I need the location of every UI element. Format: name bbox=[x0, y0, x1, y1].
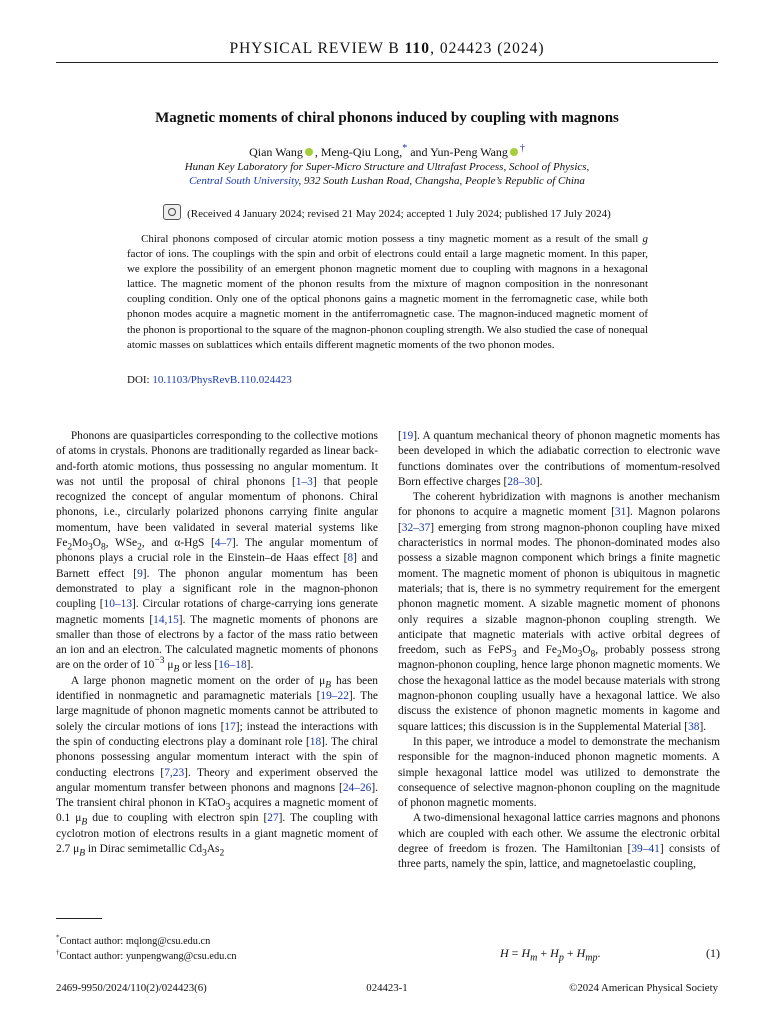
abstract bbox=[127, 232, 648, 353]
text: ] emerging from strong magnon-phonon coupling have mixed characteristics in normal modes. The phonon-dominated modes also possess a sizable magnon component which brings a finite magnetic moment. The magnetic moment of phonon is ubiquitous in magnetic materials; that is, there is no symmetry requirement for the emergent phonon magnetic moment. A sizable magnetic moment of phonons only requires a sizable magnon-phonon coupling strength. We anticipate that magnetic materials with active orbital degrees of freedom, such as FePS bbox=[398, 521, 720, 657]
abstract-text: factor of ions. The couplings with the spin and orbit of electrons could entail a large magnetic moment. In this paper, we explore the possibility of an emergent phonon magnetic moment due to coupling with magnons in a hexagonal lattice. The magnetic moment of the phonon results from the mixture of magnon composition in the nonresonant coupling condition. Only one of the optical phonons gains a magnetic moment in the ferromagnetic case, while both phonon modes acquire a magnetic moment in the antiferromagnetic case. The magnon-induced magnetic moment of the phonon is proportional to the square of the magnon-phonon coupling strength. We also studied the case of nonequal atomic masses on sublattices which entails different magnetic moments of the two phonon modes. bbox=[127, 248, 648, 351]
right-column bbox=[398, 429, 720, 873]
subscript: 3 bbox=[577, 649, 583, 660]
copyright: ©2024 American Physical Society bbox=[569, 982, 718, 994]
symbol: = bbox=[508, 946, 522, 960]
citation-link[interactable]: 9 bbox=[137, 567, 143, 580]
citation-link[interactable]: 14,15 bbox=[153, 613, 179, 626]
subscript: mp bbox=[585, 952, 598, 964]
author-list bbox=[56, 145, 718, 160]
orcid-icon[interactable] bbox=[510, 148, 518, 156]
subscript: m bbox=[530, 952, 538, 964]
text: A two-dimensional hexagonal lattice carries magnons and phonons which are coupled with each other. We assume the electronic orbital degree of freedom is frozen. The Hamiltonian [ bbox=[398, 812, 720, 856]
footnote-rule bbox=[56, 918, 102, 919]
citation-link[interactable]: 38 bbox=[688, 720, 700, 733]
subscript: 2 bbox=[137, 542, 142, 553]
publication-dates bbox=[56, 204, 718, 220]
subscript: 3 bbox=[87, 542, 93, 553]
abstract-text: Chiral phonons composed of circular atomic motion possess a tiny magnetic moment as a result of the small bbox=[141, 233, 639, 245]
citation-link[interactable]: 27 bbox=[267, 812, 279, 825]
journal-header bbox=[56, 40, 718, 63]
footer-issn: 2469-9950/2024/110(2)/024423(6) bbox=[56, 982, 207, 994]
symbol: + bbox=[537, 946, 551, 960]
symbol: H bbox=[576, 946, 586, 960]
text: , probably possess strong magnon-phonon coupling, hence large phonon magnetic moments. We chose the hexagonal lattice as the model because materials with strong magnon-phonon coupling usually have a hexagonal lattice. We also discuss the existence of phonon magnetic moments in kagome and square lattices; this discussion is in the Supplemental Material [ bbox=[398, 644, 720, 733]
paragraph bbox=[56, 674, 378, 858]
subscript: 8 bbox=[590, 649, 596, 660]
text: Phonons are quasiparticles corresponding to the collective motions of atoms in crystals. Phonons are traditionally regarded as linear back-and-forth atomic motions, thus possessing no angular momentum. It was not until the proposal of chiral phonons [ bbox=[56, 430, 378, 488]
author-meng-qiu-long[interactable]: Meng-Qiu Long, bbox=[320, 145, 403, 159]
subscript: 2 bbox=[556, 649, 562, 660]
citation-link[interactable]: 7,23 bbox=[164, 766, 185, 779]
text: or less [ bbox=[179, 659, 219, 672]
paragraph bbox=[398, 429, 720, 490]
text: ]. The transient chiral phonon in KTaO bbox=[56, 781, 378, 810]
article-number: , 024423 (2024) bbox=[430, 40, 545, 57]
subscript: B bbox=[81, 817, 88, 828]
footnote-1 bbox=[56, 934, 237, 949]
text: ]. Theory and experiment observed the angular momentum transfer between phonons and magnons [ bbox=[56, 766, 378, 794]
dates-text: (Received 4 January 2024; revised 21 May 2024; accepted 1 July 2024; published 17 July 2024) bbox=[187, 208, 611, 220]
affiliation-line-1: Hunan Key Laboratory for Super-Micro Structure and Ultrafast Process, School of Physics, bbox=[184, 161, 590, 173]
citation-link[interactable]: 31 bbox=[614, 506, 627, 519]
subscript: 3 bbox=[511, 649, 517, 660]
paragraph: The coherent hybridization with magnons is another mechanism for phonons to acquire a magnetic moment [31]. Magnon polarons [32–37] emerging from strong magnon-phonon coupling have mixed characteristics in normal modes. The phonon-dominated modes also possess a sizable magnon component which brings a finite magnetic moment. The magnetic moment of phonon is ubiquitous in magnetic materials; that is, there is no symmetry requirement for the emergent phonon magnetic moment. A sizable magnetic moment of phonons only requires a sizable magnon-phonon coupling strength. We anticipate that magnetic materials with active orbital degrees of freedom, such as FePS$_3$ and $Fe_2Mo_3O_8$, probably possess strong magnon-phonon coupling, hence large phonon magnetic moments. We chose the hexagonal lattice as the model because materials with strong magnon-phonon coupling usually have a hexagonal lattice. We also discuss the existence of phonon magnetic moments in kagome and square lattices; this discussion is in the Supplemental Material [38]. bbox=[398, 491, 721, 733]
corresponding-author-mark[interactable]: * bbox=[402, 143, 408, 154]
page-number: 024423-1 bbox=[366, 982, 408, 994]
equation-number: (1) bbox=[706, 946, 720, 960]
text: due to coupling with electron spin [ bbox=[87, 812, 268, 825]
citation-link[interactable]: 28–30 bbox=[507, 475, 536, 488]
affiliation-address: , 932 South Lushan Road, Changsha, People’s Republic of China bbox=[298, 175, 585, 187]
text: ]. The angular momentum of phonons plays a crucial role in the Einstein–de Haas effect [ bbox=[56, 537, 378, 565]
citation-link[interactable]: 4–7 bbox=[214, 537, 232, 550]
journal-volume: 110 bbox=[404, 40, 431, 57]
citation-link[interactable]: 39–41 bbox=[631, 843, 660, 856]
text: ]. The phonon angular momentum has been demonstrated to play a significant role in the magnon-phonon coupling [ bbox=[56, 567, 378, 611]
citation-link[interactable]: 1–3 bbox=[295, 475, 313, 488]
text: [ bbox=[398, 430, 402, 442]
orcid-icon[interactable] bbox=[305, 148, 313, 156]
journal-name: PHYSICAL REVIEW B bbox=[229, 40, 400, 57]
citation-link[interactable]: 17 bbox=[224, 720, 236, 733]
citation-link[interactable]: 18 bbox=[309, 735, 322, 748]
text: ]. bbox=[246, 659, 254, 672]
author-separator: and bbox=[407, 145, 431, 159]
footnote-2 bbox=[56, 949, 237, 964]
subscript: p bbox=[558, 952, 564, 964]
subscript: B bbox=[173, 664, 180, 675]
doi-label: DOI: bbox=[127, 374, 153, 386]
text: in Dirac semimetallic Cd bbox=[85, 843, 203, 856]
text: , WSe bbox=[105, 537, 138, 550]
footnote-mark: * bbox=[56, 933, 60, 942]
subscript: 3 bbox=[202, 848, 207, 859]
footnotes bbox=[56, 934, 237, 964]
subscript: 2 bbox=[67, 542, 73, 553]
citation-link[interactable]: 16–18 bbox=[218, 659, 247, 672]
corresponding-author-mark[interactable]: † bbox=[519, 143, 525, 154]
footnote-text[interactable]: Contact author: mqlong@csu.edu.cn bbox=[59, 936, 211, 947]
citation-link[interactable]: 32–37 bbox=[401, 521, 431, 534]
check-for-updates-icon[interactable] bbox=[163, 204, 181, 220]
superscript: −3 bbox=[154, 656, 165, 667]
text: has been identified in nonmagnetic and paramagnetic materials [ bbox=[56, 674, 378, 703]
footnote-text[interactable]: Contact author: yunpengwang@csu.edu.cn bbox=[59, 951, 237, 962]
subscript: B bbox=[79, 848, 86, 859]
text: ] that people recognized the concept of angular momentum of phonons. Chiral phonons, i.e., circularly polarized phonons carrying finite angular momentum, have been validated in several material systems like Fe bbox=[56, 475, 378, 550]
symbol: H bbox=[550, 946, 559, 960]
text: ]. Magnon polarons [ bbox=[398, 506, 721, 534]
text: μ bbox=[164, 659, 174, 672]
paper-title: Magnetic moments of chiral phonons induced by coupling with magnons bbox=[155, 110, 619, 126]
doi-link[interactable]: 10.1103/PhysRevB.110.024423 bbox=[152, 374, 292, 386]
text: ]. A quantum mechanical theory of phonon magnetic moments has been developed in which the adiabatic correction to electronic wave functions dominates over the contributions of momentum-resolved Born effective charges [ bbox=[398, 430, 720, 488]
subscript: 3 bbox=[225, 802, 231, 813]
text: ]. Circular rotations of charge-carrying ions generate magnetic moments [ bbox=[56, 598, 378, 626]
text: and Fe bbox=[516, 644, 557, 657]
text: ]. The magnetic moments of phonons are smaller than those of electrons by a factor of the mass ratio between an ion and an electron. The calculated magnetic moments of phonons are on the order of 10 bbox=[56, 613, 378, 672]
paragraph bbox=[398, 811, 720, 872]
text: ] consists of three parts, namely the spin, lattice, and magnetoelastic coupling, bbox=[398, 843, 720, 871]
symbol: H bbox=[521, 946, 531, 960]
text: ]; instead the interactions with the spin of conducting electrons play a dominant role [ bbox=[56, 720, 379, 748]
footnote-mark: † bbox=[56, 948, 60, 957]
subscript: B bbox=[325, 680, 332, 691]
text: acquires a magnetic moment of 0.1 μ bbox=[56, 797, 378, 825]
text: ]. bbox=[699, 720, 707, 733]
university-link[interactable]: Central South University bbox=[189, 175, 299, 187]
text: , and α-HgS [ bbox=[141, 537, 215, 550]
subscript: 8 bbox=[100, 542, 106, 553]
author-qian-wang[interactable]: Qian Wang bbox=[249, 145, 303, 159]
text: The coherent hybridization with magnons is another mechanism for phonons to acquire a magnetic moment [ bbox=[398, 491, 720, 519]
citation-link[interactable]: 19–22 bbox=[320, 690, 349, 703]
equation-body bbox=[500, 946, 601, 964]
author-separator: , bbox=[314, 145, 321, 159]
text: A large phonon magnetic moment on the order of μ bbox=[70, 674, 326, 687]
doi bbox=[127, 374, 292, 386]
subscript: 2 bbox=[219, 848, 225, 859]
symbol: . bbox=[597, 946, 601, 960]
text: ]. The coupling with cyclotron motion of electrons results in a giant magnetic moment of 2.7 μ bbox=[56, 812, 378, 856]
symbol: H bbox=[500, 946, 509, 960]
affiliation bbox=[56, 160, 718, 188]
left-column bbox=[56, 429, 378, 857]
g-factor-symbol: g bbox=[642, 233, 648, 245]
citation-link[interactable]: 8 bbox=[347, 552, 354, 565]
text: ]. The large magnitude of phonon magnetic moments cannot be attributed to solely the circular motions of ions [ bbox=[56, 690, 378, 733]
text: ]. bbox=[535, 475, 543, 488]
author-yun-peng-wang[interactable]: Yun-Peng Wang bbox=[430, 145, 508, 159]
citation-link[interactable]: 19 bbox=[401, 430, 414, 442]
text: ]. The chiral phonons possessing angular momentum interact with the spin of conducting electrons [ bbox=[56, 735, 378, 779]
symbol: + bbox=[563, 946, 577, 960]
paragraph: Phonons are quasiparticles corresponding to the collective motions of atoms in crystals. Phonons are traditionally regarded as linear back-and-forth atomic motions, thus possessing no angular momentum. It was not until the proposal of chiral phonons [1–3] that people recognized the concept of angular momentum of phonons. Chiral phonons, i.e., circularly polarized phonons carrying finite angular momentum, have been validated in several material systems like $Fe_2Mo_3O_8$, WSe$_2$, and α-HgS [4–7]. The angular momentum of phonons plays a crucial role in the Einstein–de Haas effect [8] and Barnett effect [9]. The phonon angular momentum has been demonstrated to play a significant role in the magnon-phonon coupling [10–13]. Circular rotations of charge-carrying ions generate magnetic moments [14,15]. The magnetic moments of phonons are smaller than those of electrons by a factor of the mass ratio between an ion and an electron. The calculated magnetic moments of phonons are on the order of $10^{-3}$ $\mu_B$ or less [16–18]. bbox=[56, 430, 378, 675]
text: As bbox=[206, 843, 220, 856]
text: ] and Barnett effect [ bbox=[56, 552, 378, 580]
citation-link[interactable]: 24–26 bbox=[342, 781, 372, 794]
citation-link[interactable]: 10–13 bbox=[103, 598, 133, 611]
paragraph: In this paper, we introduce a model to demonstrate the mechanism responsible for the magnon-induced phonon magnetic moments. A simple hexagonal lattice model was utilized to demonstrate the consequence of selective magnon-phonon coupling on the magnitude of phonon magnetic moments. bbox=[398, 735, 720, 810]
affiliation-line-2 bbox=[56, 174, 718, 188]
